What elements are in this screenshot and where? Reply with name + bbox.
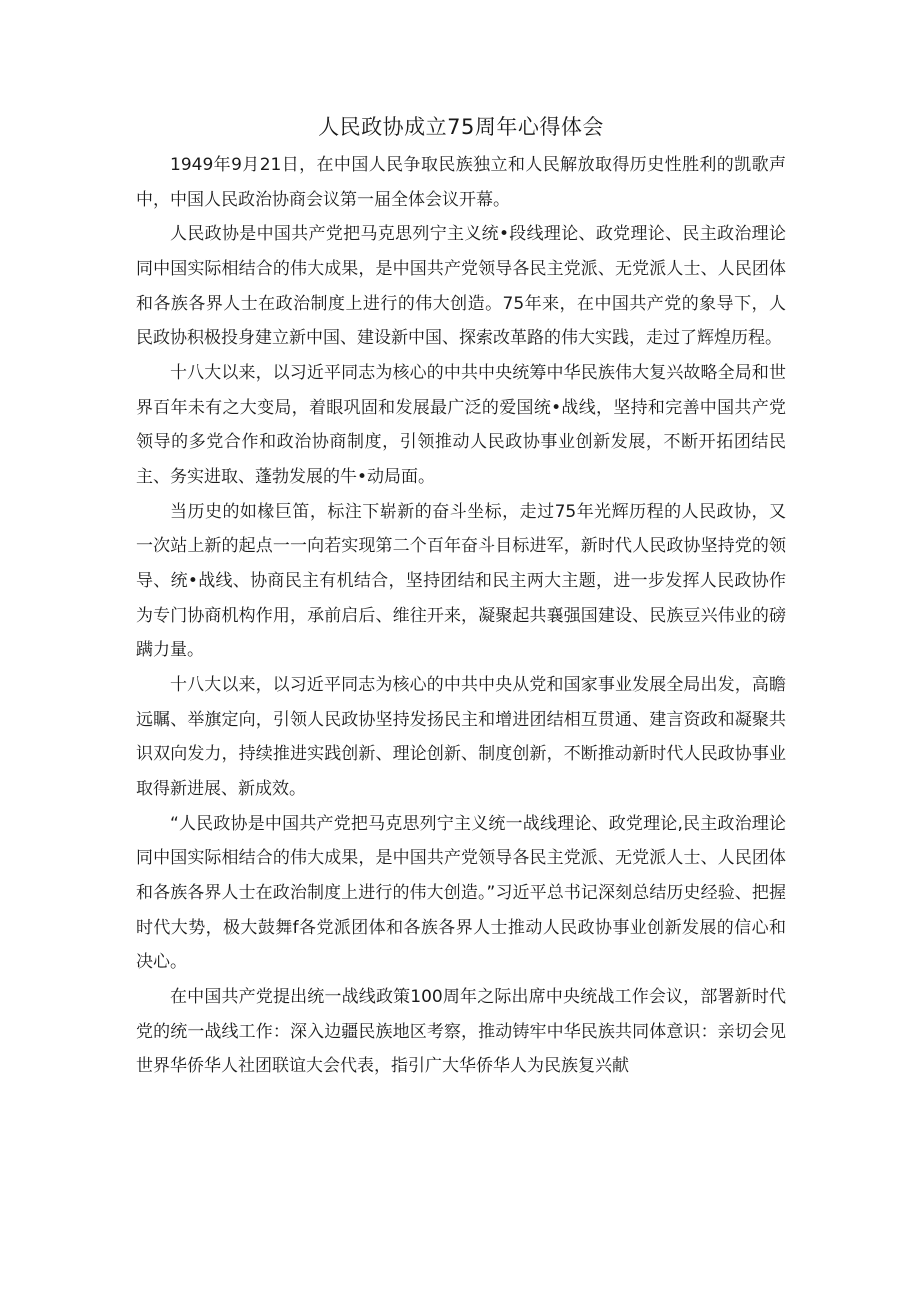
paragraph-7: 在中国共产党提出统一战线政策100周年之际出席中央统战工作会议，部署新时代党的统一战线工作：深入边疆民族地区考察，推动铸牢中华民族共同体意识：亲切会见世界华侨华人社团联谊大会代表，指引广大华侨华人为民族复兴献 [136, 987, 786, 1077]
paragraph-5: 十八大以来，以习近平同志为核心的中共中央从党和国家事业发展全局出发，高瞻远瞩、举旗定向，引领人民政协坚持发扬民主和增进团结相互贯通、建言资政和凝聚共识双向发力，持续推进实践创新、理论创新、制度创新，不断推动新时代人民政协事业取得新进展、新成效。 [136, 675, 786, 799]
paragraph-2: 人民政协是中国共产党把马克思列宁主义统•段线理论、政党理论、民主政治理论同中国实际相结合的伟大成果，是中国共产党领导各民主党派、无党派人士、人民团体和各族各界人士在政治制度上进行的伟大创造。75年来，在中国共产党的象导下，人民政协积极投身建立新中国、建设新中国、探索改革路的伟大实践，走过了辉煌历程。 [136, 224, 786, 349]
paragraph-3: 十八大以来，以习近平同志为核心的中共中央统筹中华民族伟大复兴故略全局和世界百年未有之大变局，着眼巩固和发展最广泛的爱国统•战线，坚持和完善中国共产党领导的多党合作和政治协商制度，引领推动人民政协事业创新发展，不断开拓团结民主、务实进取、蓬勃发展的牛•动局面。 [136, 363, 786, 487]
document-page [136, 110, 786, 1084]
paragraph-1: 1949年9月21日，在中国人民争取民族独立和人民解放取得历史性胜利的凯歌声中，中国人民政治协商会议第一届全体会议开幕。 [136, 155, 786, 210]
paragraph-6: “人民政协是中国共产党把马克思列宁主义统一战线理论、政党理论,民主政治理论同中国实际相结合的伟大成果，是中国共产党领导各民主党派、无党派人士、人民团体和各族各界人士在政治制度上进行的伟大创造。”习近平总书记深刻总结历史经验、把握时代大势，极大鼓舞f各党派团体和各族各界人士推动人民政协事业创新发展的信心和决心。 [136, 813, 786, 973]
paragraph-4: 当历史的如椽巨笛，标注下崭新的奋斗坐标，走过75年光辉历程的人民政协，又一次站上新的起点一一向若实现第二个百年奋斗目标进军，新时代人民政协坚持党的领导、统•战线、协商民主有机结合，坚持团结和民主两大主题，进一步发挥人民政协作为专门协商机构作用，承前启后、维往开来，凝聚起共襄强国建设、民族豆兴伟业的磅蹒力量。 [136, 501, 786, 661]
document-title: 人民政协成立75周年心得体会 [318, 115, 604, 139]
